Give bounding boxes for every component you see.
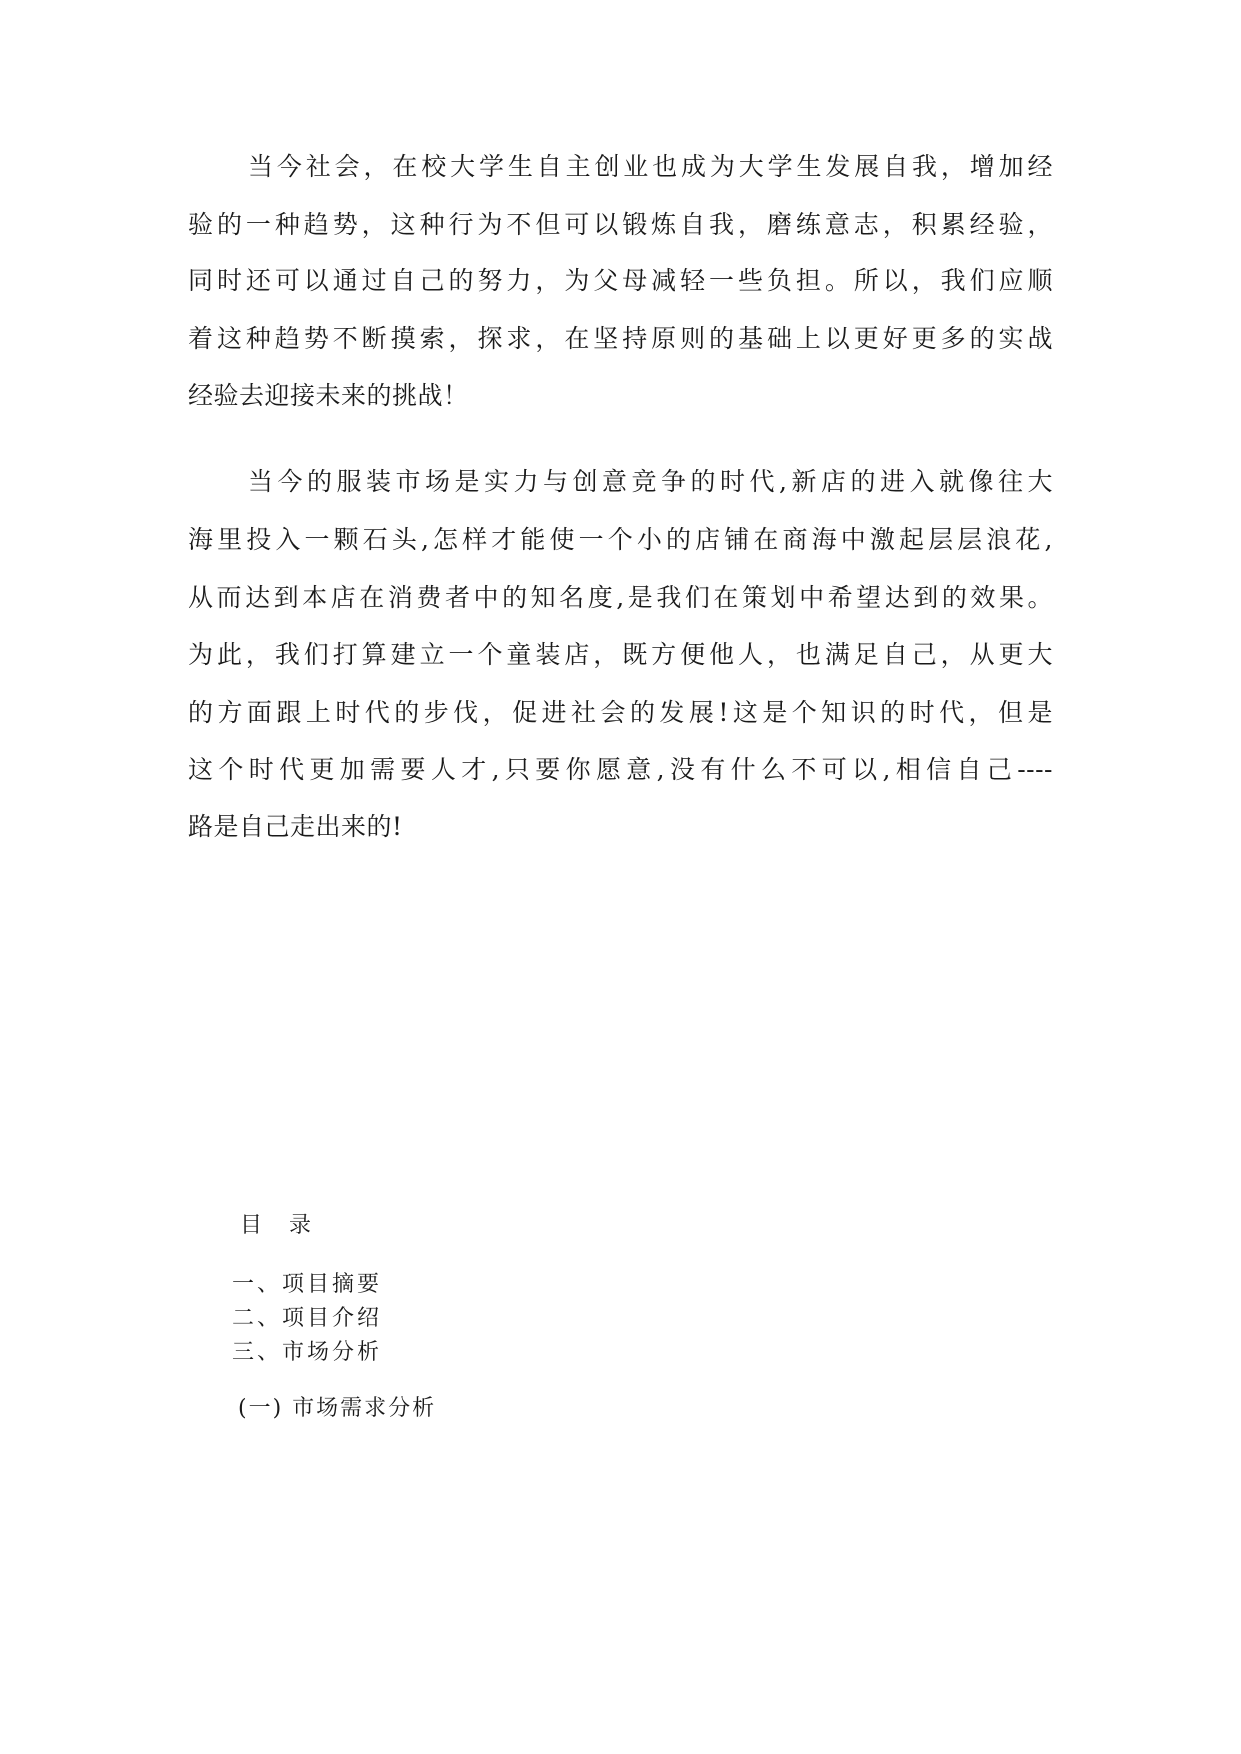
toc-item-2: 二、项目介绍 [232, 1306, 383, 1331]
paragraph-2-line-7: 路是自己走出来的! [188, 812, 403, 841]
paragraph-2-line-6: 这个时代更加需要人才,只要你愿意,没有什么不可以,相信自己---- [188, 755, 1053, 784]
paragraph-2-line-2: 海里投入一颗石头,怎样才能使一个小的店铺在商海中激起层层浪花, [188, 525, 1053, 554]
toc-item-1: 一、项目摘要 [232, 1272, 383, 1297]
paragraph-1-line-4: 着这种趋势不断摸索，探求，在坚持原则的基础上以更好更多的实战 [188, 324, 1053, 353]
paragraph-2-line-5: 的方面跟上时代的步伐，促进社会的发展!这是个知识的时代，但是 [188, 698, 1053, 727]
paragraph-1-line-2: 验的一种趋势，这种行为不但可以锻炼自我，磨练意志，积累经验， [188, 210, 1053, 239]
paragraph-2-line-3: 从而达到本店在消费者中的知名度,是我们在策划中希望达到的效果。 [188, 583, 1053, 612]
paragraph-1-line-3: 同时还可以通过自己的努力，为父母减轻一些负担。所以，我们应顺 [188, 266, 1053, 295]
toc-item-3: 三、市场分析 [232, 1340, 383, 1365]
paragraph-1-line-5: 经验去迎接未来的挑战！ [188, 381, 469, 410]
paragraph-2-line-1: 当今的服装市场是实力与创意竞争的时代,新店的进入就像往大 [248, 467, 1053, 496]
paragraph-2-line-4: 为此，我们打算建立一个童装店，既方便他人，也满足自己，从更大 [188, 640, 1053, 669]
toc-title: 目 录 [240, 1213, 321, 1238]
toc-subitem-1: (一) 市场需求分析 [238, 1396, 437, 1421]
paragraph-1-line-1: 当今社会，在校大学生自主创业也成为大学生发展自我，增加经 [248, 152, 1053, 181]
